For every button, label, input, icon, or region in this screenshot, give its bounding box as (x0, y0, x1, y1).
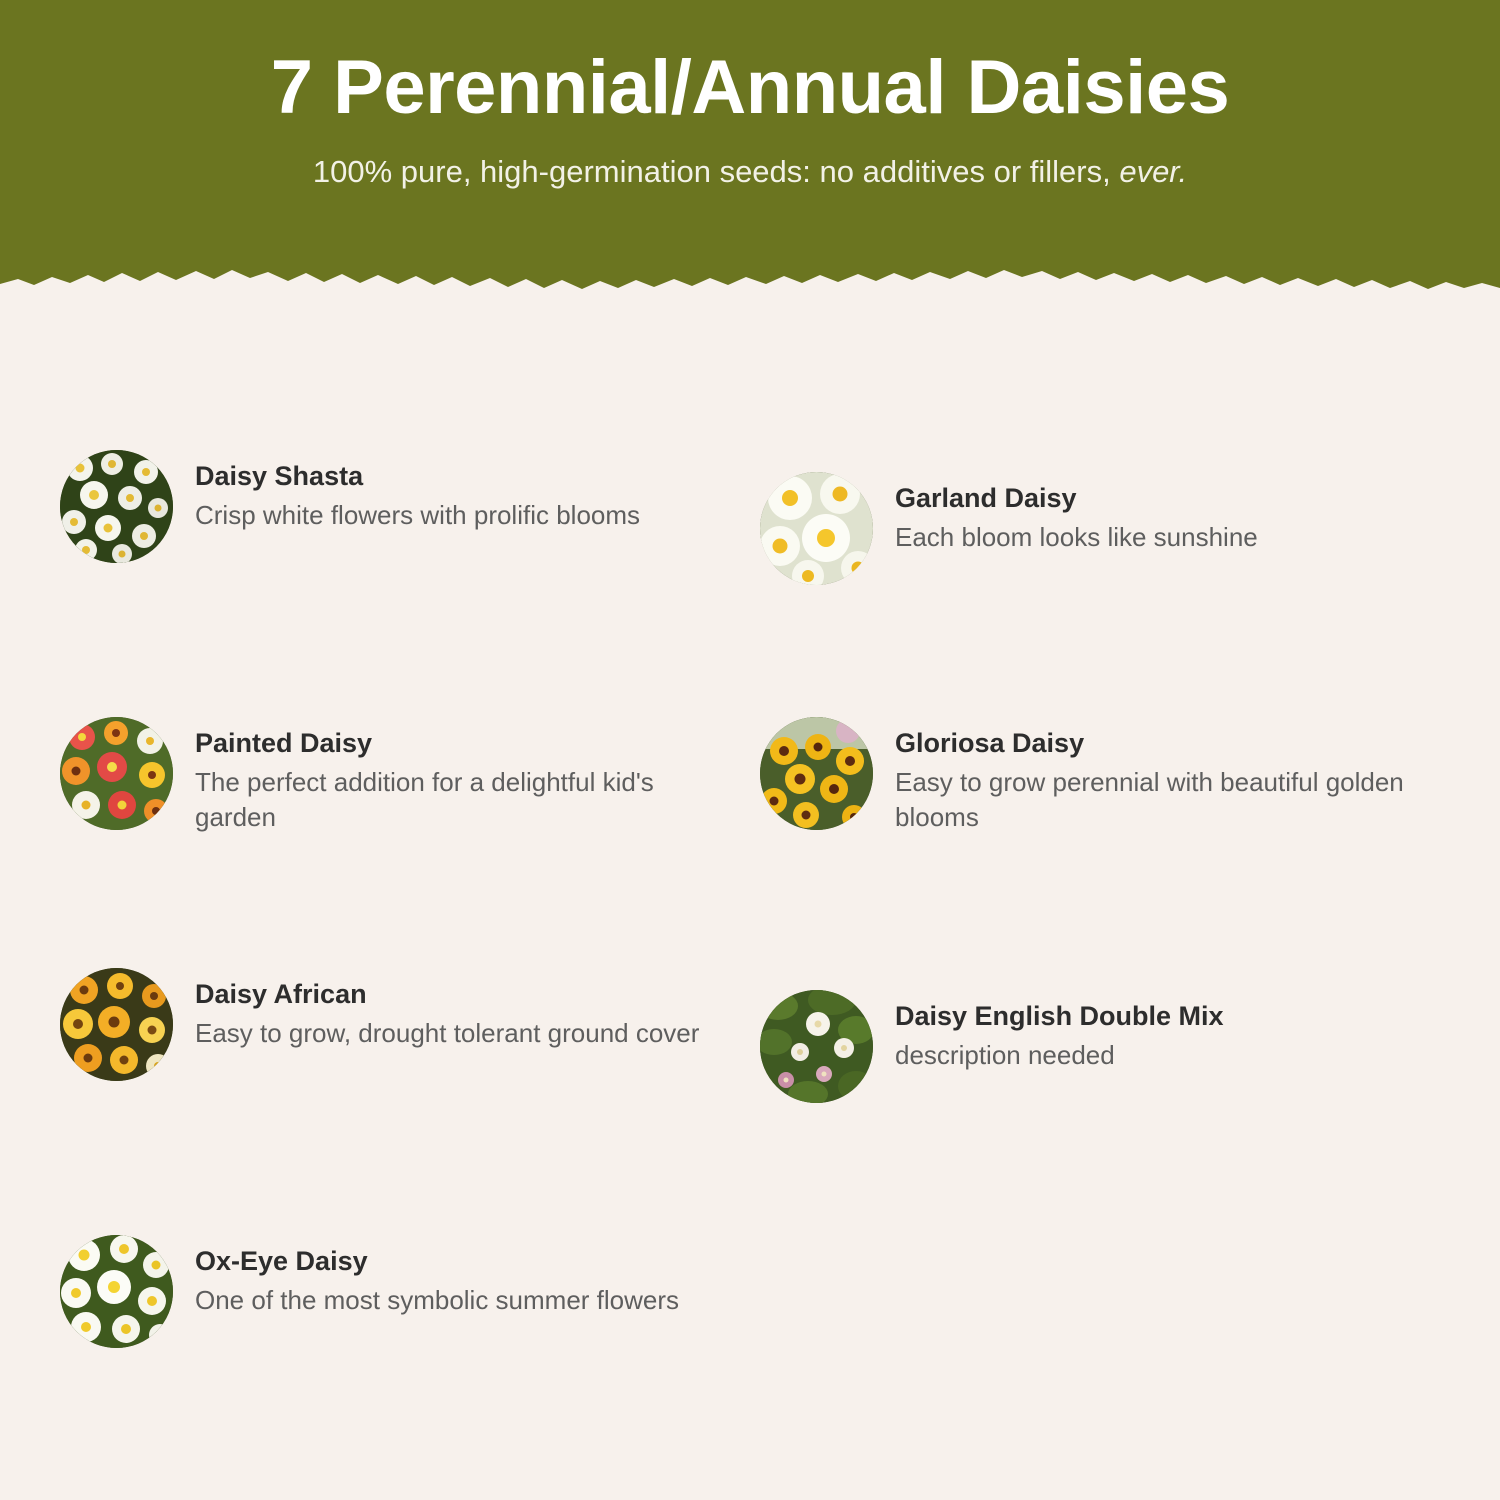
list-item-description: Each bloom looks like sunshine (895, 522, 1258, 553)
list-column-left (60, 1235, 750, 1348)
list-column-left (60, 450, 750, 585)
list-item-description: Easy to grow, drought tolerant ground cover (195, 1017, 700, 1048)
list-item-text (873, 717, 1440, 836)
list-item-name: Painted Daisy (195, 728, 373, 758)
list-column-left (60, 717, 750, 836)
list-item-name: Daisy African (195, 978, 367, 1009)
list-item-text (873, 990, 1224, 1073)
list-item-name: Garland Daisy (895, 483, 1077, 513)
list-column-right-empty (750, 1235, 1440, 1348)
list-item (60, 1235, 750, 1348)
list-item (750, 990, 1440, 1103)
subtitle-emphasis: ever. (1119, 153, 1188, 189)
list-row (60, 968, 1440, 1103)
list-item-text (873, 472, 1258, 555)
variety-list (0, 300, 1500, 1348)
list-item-text (173, 450, 640, 533)
list-item-name: Daisy Shasta (195, 461, 364, 491)
header-banner (0, 0, 1500, 300)
torn-paper-edge-divider (0, 258, 1500, 300)
list-item-name: Daisy English Double Mix (895, 1000, 1224, 1031)
gloriosa-daisy-photo (760, 717, 873, 830)
list-item-description: Crisp white flowers with prolific blooms (195, 500, 641, 531)
list-row (60, 1235, 1440, 1348)
list-column-right (750, 717, 1440, 836)
header-content (0, 0, 1500, 190)
garland-daisy-photo (760, 472, 873, 585)
ox-eye-daisy-photo (60, 1235, 173, 1348)
list-item-name: Gloriosa Daisy (895, 728, 1085, 758)
list-item-text (173, 717, 720, 836)
list-item-name: Ox-Eye Daisy (195, 1245, 368, 1276)
list-row (60, 717, 1440, 836)
list-item-description: The perfect addition for a delightful kid's garden (195, 767, 654, 833)
list-item-text (173, 968, 699, 1051)
page-title: 7 Perennial/Annual Daisies (270, 45, 1230, 130)
list-item (750, 472, 1440, 585)
page-subtitle (0, 154, 1500, 190)
list-column-right (750, 968, 1440, 1103)
list-item (60, 450, 750, 563)
list-item (60, 968, 750, 1081)
daisy-african-photo (60, 968, 173, 1081)
list-item-text (173, 1235, 679, 1318)
list-item-description: Easy to grow perennial with beautiful golden blooms (895, 767, 1404, 833)
subtitle-text: 100% pure, high-germination seeds: no additives or fillers, (312, 153, 1120, 189)
list-item-description: description needed (895, 1039, 1115, 1070)
painted-daisy-photo (60, 717, 173, 830)
list-item (60, 717, 750, 836)
list-item (750, 717, 1440, 836)
daisy-shasta-photo (60, 450, 173, 563)
list-column-left (60, 968, 750, 1103)
list-item-description: One of the most symbolic summer flowers (195, 1284, 680, 1315)
list-row (60, 450, 1440, 585)
daisy-english-double-mix-photo (760, 990, 873, 1103)
list-column-right (750, 450, 1440, 585)
